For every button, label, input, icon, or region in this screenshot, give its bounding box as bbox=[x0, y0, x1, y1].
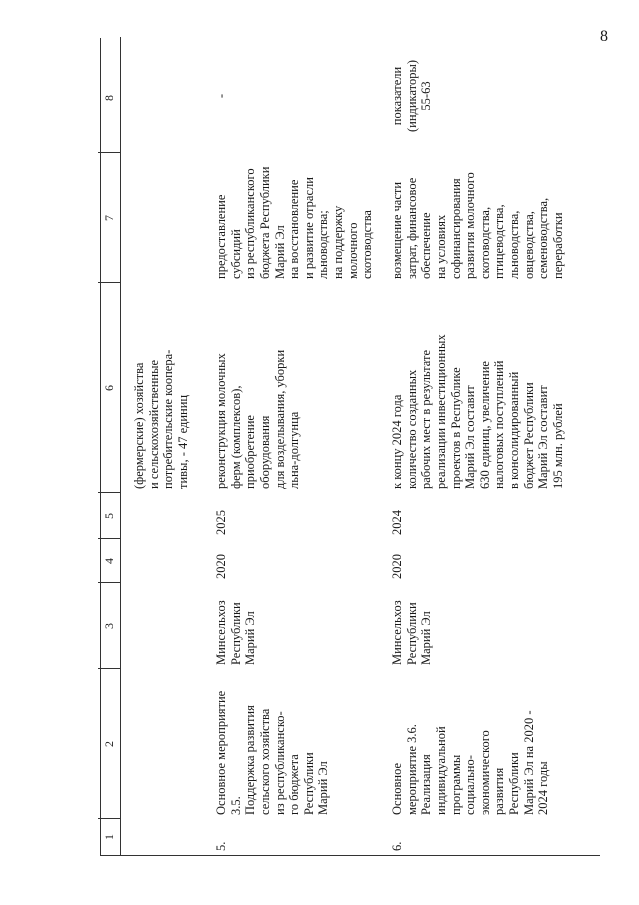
row-6-end: 2024 bbox=[390, 510, 404, 535]
col-divider-5 bbox=[98, 492, 120, 493]
col-header-3: 3 bbox=[102, 623, 116, 629]
row-6-executor: Минсельхоз Республики Марий Эл bbox=[390, 600, 434, 665]
col-header-2: 2 bbox=[102, 741, 116, 747]
rotated-table bbox=[102, 35, 630, 855]
row-6-start: 2020 bbox=[390, 554, 404, 579]
col-divider-4 bbox=[98, 538, 120, 539]
col-divider-6 bbox=[98, 282, 120, 283]
row-5-result: реконструкция молочных ферм (комплексов), приобретение оборудования для возделывания, уборки льна-долгунца bbox=[214, 349, 302, 489]
header-divider bbox=[120, 37, 121, 855]
row-5-end: 2025 bbox=[214, 510, 228, 535]
row-5-measure: Основное мероприятие 3.5. Поддержка развития сельского хозяйства из республиканско- го бюджета Республики Марий Эл bbox=[214, 690, 331, 815]
row-5-executor: Минсельхоз Республики Марий Эл bbox=[214, 600, 258, 665]
row-5-start: 2020 bbox=[214, 554, 228, 579]
row-5-num: 5. bbox=[214, 841, 228, 851]
col-header-7: 7 bbox=[102, 215, 116, 221]
col-header-4: 4 bbox=[102, 558, 116, 564]
col-header-6: 6 bbox=[102, 385, 116, 391]
row-5-consequences: предоставление субсидий из республиканского бюджета Республики Марий Эл на восстановление и развитие отрасли льноводства; на поддержку молочного скотоводства bbox=[214, 166, 375, 279]
page-number: 8 bbox=[600, 28, 608, 45]
row-6-result: к концу 2024 года количество созданных рабочих мест в результате реализации инвестиционных проектов в Республике Марий Эл составит 630 единиц, увеличение налоговых поступлений в консолидированный бюджет Республики Марий Эл составит 195 млн. рублей bbox=[390, 334, 565, 489]
col-header-8: 8 bbox=[102, 95, 116, 101]
row-6-consequences: возмещение части затрат, финансовое обеспечение на условиях софинансирования развития молочного скотоводства, птицеводства, льноводства, овцеводства, семеноводства, переработки bbox=[390, 172, 565, 279]
row-6-measure: Основное мероприятие 3.6. Реализация индивидуальной программы социально- экономического развития Республики Марий Эл на 2020 - 2024 годы bbox=[390, 710, 551, 815]
continuation-text: (фермерские) хозяйства и сельскохозяйственные потребительские коопера- тивы, - 47 единиц bbox=[132, 349, 190, 489]
row-6-indicators: показатели (индикаторы) 55-63 bbox=[390, 59, 434, 133]
col-header-1: 1 bbox=[102, 834, 116, 840]
col-header-5: 5 bbox=[102, 513, 116, 519]
col-divider-1 bbox=[98, 818, 120, 819]
table-top-border bbox=[100, 38, 101, 856]
row-5-indicators: - bbox=[214, 93, 228, 99]
col-divider-3 bbox=[98, 582, 120, 583]
col-divider-2 bbox=[98, 668, 120, 669]
table-bottom-border bbox=[100, 855, 600, 856]
col-divider-7 bbox=[98, 152, 120, 153]
row-6-num: 6. bbox=[390, 841, 404, 851]
